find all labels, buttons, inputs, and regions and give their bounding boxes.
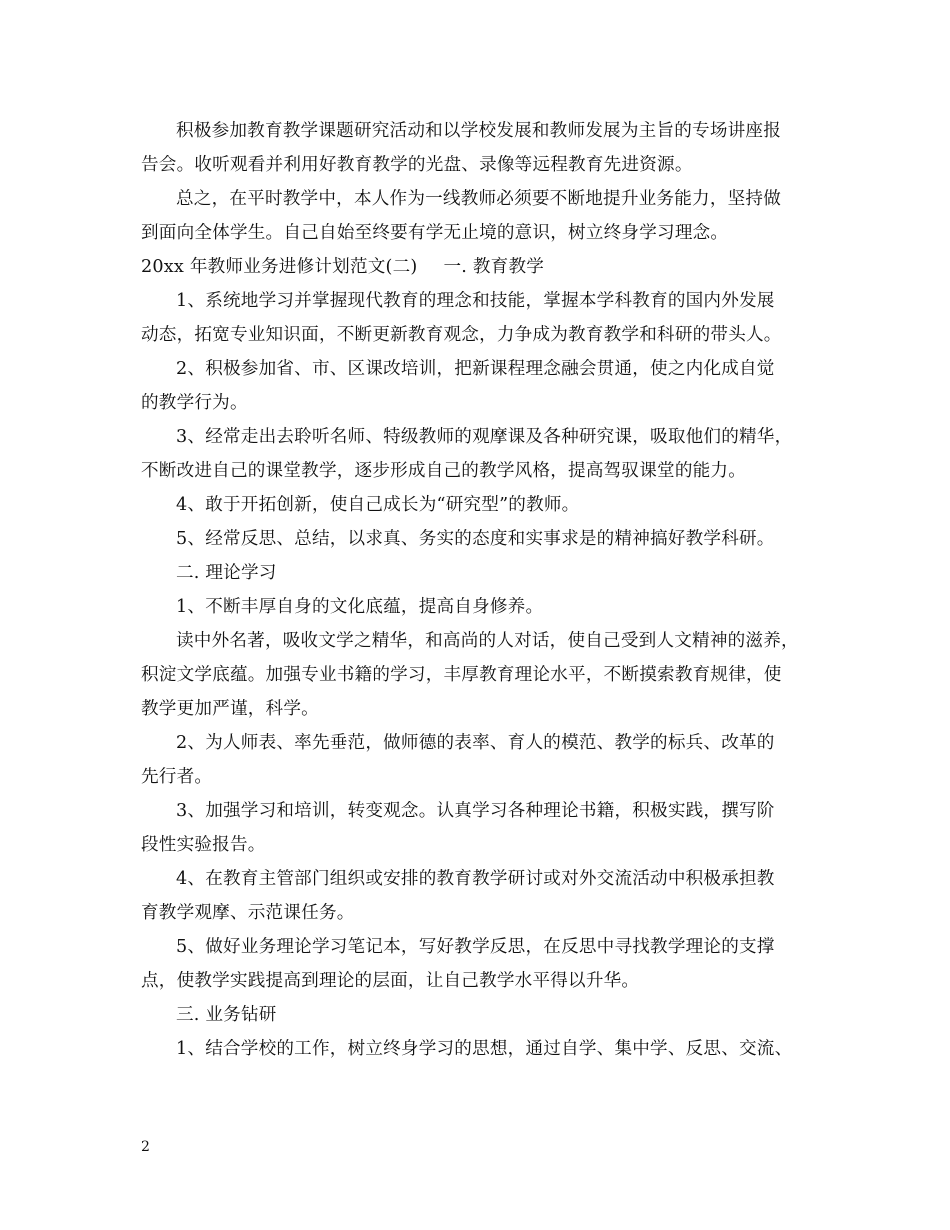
paragraph-line: 告会。收听观看并利用好教育教学的光盘、录像等远程教育先进资源。 — [141, 155, 693, 175]
paragraph-line: 总之，在平时教学中，本人作为一线教师必须要不断地提升业务能力，坚持做 — [176, 189, 781, 209]
paragraph-line: 4、在教育主管部门组织或安排的教育教学研讨或对外交流活动中积极承担教 — [176, 869, 775, 889]
paragraph-line: 3、加强学习和培训，转变观念。认真学习各种理论书籍，积极实践，撰写阶 — [176, 801, 775, 821]
paragraph-line: 2、为人师表、率先垂范，做师德的表率、育人的模范、教学的标兵、改革的 — [176, 733, 775, 753]
document-body — [141, 114, 831, 1066]
document-title: 20xx 年教师业务进修计划范文(二) — [141, 257, 418, 277]
paragraph-line: 5、做好业务理论学习笔记本，写好教学反思，在反思中寻找教学理论的支撑 — [176, 937, 775, 957]
paragraph-line: 1、结合学校的工作，树立终身学习的思想，通过自学、集中学、反思、交流、 — [176, 1039, 793, 1059]
section-heading-2: 二. 理论学习 — [176, 563, 277, 583]
paragraph-line: 1、不断丰厚自身的文化底蕴，提高自身修养。 — [176, 597, 544, 617]
paragraph-line: 5、经常反思、总结，以求真、务实的态度和实事求是的精神搞好教学科研。 — [176, 529, 775, 549]
paragraph-line: 教学更加严谨，科学。 — [141, 699, 319, 719]
paragraph-line: 读中外名著，吸收文学之精华，和高尚的人对话，使自己受到人文精神的滋养， — [176, 631, 799, 651]
paragraph-line: 2、积极参加省、市、区课改培训，把新课程理念融会贯通，使之内化成自觉 — [176, 359, 775, 379]
paragraph-line: 不断改进自己的课堂教学，逐步形成自己的教学风格，提高驾驭课堂的能力。 — [141, 461, 746, 481]
paragraph-line: 3、经常走出去聆听名师、特级教师的观摩课及各种研究课，吸取他们的精华， — [176, 427, 793, 447]
paragraph-line: 4、敢于开拓创新，使自己成长为“研究型”的教师。 — [176, 495, 580, 515]
section-heading-3: 三. 业务钻研 — [176, 1005, 277, 1025]
paragraph-line: 点，使教学实践提高到理论的层面，让自己教学水平得以升华。 — [141, 971, 640, 991]
document-title-row — [141, 250, 831, 284]
paragraph-line: 1、系统地学习并掌握现代教育的理念和技能，掌握本学科教育的国内外发展 — [176, 291, 775, 311]
section-heading-1: 一. 教育教学 — [443, 257, 545, 277]
page-number: 2 — [141, 1139, 150, 1155]
paragraph-line: 育教学观摩、示范课任务。 — [141, 903, 355, 923]
paragraph-line: 积极参加教育教学课题研究活动和以学校发展和教师发展为主旨的专场讲座报 — [176, 121, 781, 141]
paragraph-line: 动态，拓宽专业知识面，不断更新教育观念，力争成为教育教学和科研的带头人。 — [141, 325, 782, 345]
paragraph-line: 的教学行为。 — [141, 393, 248, 413]
paragraph-line: 到面向全体学生。自己自始至终要有学无止境的意识，树立终身学习理念。 — [141, 223, 729, 243]
paragraph-line: 积淀文学底蕴。加强专业书籍的学习，丰厚教育理论水平，不断摸索教育规律，使 — [141, 665, 782, 685]
paragraph-line: 段性实验报告。 — [141, 835, 266, 855]
paragraph-line: 先行者。 — [141, 767, 213, 787]
